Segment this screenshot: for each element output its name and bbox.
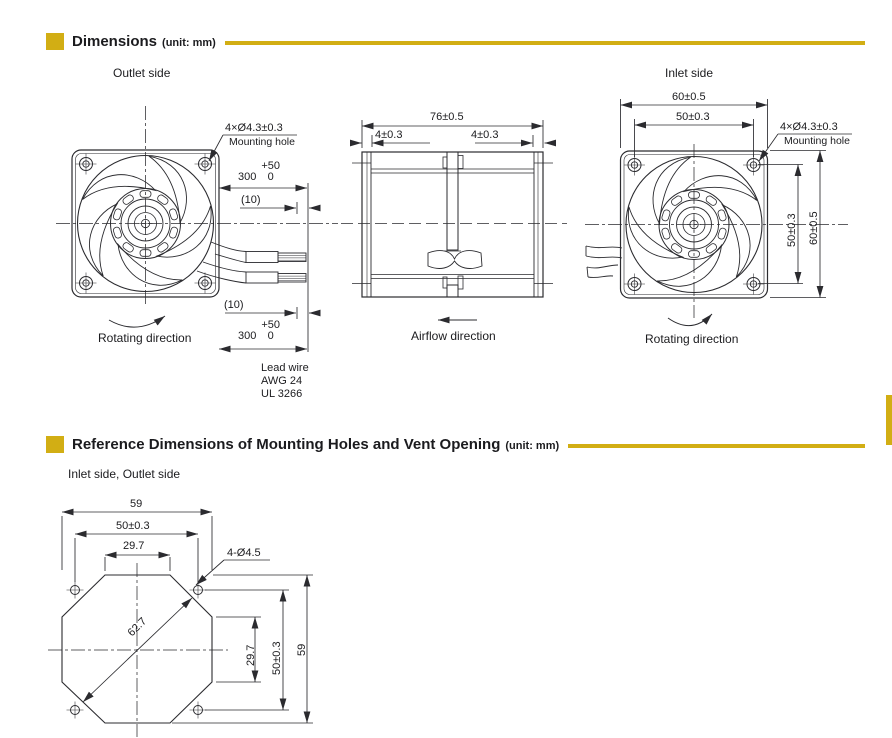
outlet-mounting-hole-callout-label: Mounting hole	[229, 136, 295, 148]
vent-diagonal-dimension: 62.7	[125, 615, 150, 639]
dim-tolerance-minus: 0	[267, 330, 274, 342]
outlet-dimension-lines	[109, 135, 318, 352]
section-rule	[225, 41, 865, 45]
lead-wires	[197, 242, 306, 283]
vent-width-overall-dimension: 59	[130, 498, 143, 510]
section-rule	[568, 444, 865, 448]
fan-outlet-view	[56, 106, 338, 305]
section-unit: (unit: mm)	[162, 37, 216, 49]
lead-wire-gauge: AWG 24	[261, 375, 303, 387]
dim-tolerance-plus: +50	[261, 319, 281, 331]
side-dimension-lines	[350, 120, 556, 320]
section-bullet-icon	[46, 33, 64, 50]
lead-wire-label: Lead wire	[261, 362, 309, 374]
section-unit: (unit: mm)	[505, 440, 560, 452]
dim-base: 300	[238, 171, 257, 183]
vent-dimension-lines	[62, 512, 313, 723]
reference-section-header	[46, 436, 865, 453]
inlet-height-outer-dimension: 60±0.5	[808, 211, 820, 245]
section-title: Dimensions	[72, 33, 158, 50]
vent-height-flat-dimension: 29.7	[245, 644, 257, 666]
wire-strip-dimension-top: (10)	[241, 194, 261, 206]
blade-profile	[428, 251, 482, 269]
dim-tolerance-minus: 0	[267, 171, 274, 183]
inlet-mounting-hole-callout-label: Mounting hole	[784, 135, 850, 147]
inlet-mounting-hole-callout-spec: 4×Ø4.3±0.3	[780, 121, 838, 133]
dim-tolerance-plus: +50	[261, 160, 281, 172]
vent-width-flat-dimension: 29.7	[123, 540, 145, 552]
flange-dimension-left: 4±0.3	[375, 129, 403, 141]
outlet-rotating-direction-label: Rotating direction	[98, 331, 192, 345]
wire-length-dimension-top	[238, 161, 280, 183]
section-title: Reference Dimensions of Mounting Holes and Vent Opening	[72, 436, 501, 453]
page-edge-tab	[886, 395, 892, 445]
hole-callout-leader	[196, 560, 224, 585]
wire-strip-dimension-bottom: (10)	[224, 299, 244, 311]
rotating-direction-arrow	[668, 314, 712, 326]
vent-hole-callout: 4-Ø4.5	[227, 547, 261, 559]
inlet-width-outer-dimension: 60±0.5	[672, 91, 706, 103]
airflow-direction-label: Airflow direction	[411, 329, 496, 343]
dimensions-section-header	[46, 33, 865, 50]
outlet-side-label: Outlet side	[113, 66, 171, 80]
section-bullet-icon	[46, 436, 64, 453]
inlet-side-label: Inlet side	[665, 66, 714, 80]
vent-height-overall-dimension: 59	[296, 643, 308, 656]
inlet-width-pitch-dimension: 50±0.3	[676, 111, 710, 123]
rotating-direction-arrow	[109, 316, 165, 327]
lead-wire-stubs	[586, 246, 622, 278]
vent-height-pitch-dimension: 50±0.3	[271, 641, 283, 675]
dim-base: 300	[238, 330, 257, 342]
depth-dimension: 76±0.5	[430, 111, 464, 123]
reference-subtitle: Inlet side, Outlet side	[68, 467, 181, 481]
wire-length-dimension-bottom	[238, 320, 280, 342]
side-view	[341, 152, 567, 297]
inlet-rotating-direction-label: Rotating direction	[645, 332, 739, 346]
outlet-mounting-hole-callout-spec: 4×Ø4.3±0.3	[225, 122, 283, 134]
flange-dimension-right: 4±0.3	[471, 129, 499, 141]
vent-width-pitch-dimension: 50±0.3	[116, 520, 150, 532]
inlet-height-pitch-dimension: 50±0.3	[786, 213, 798, 247]
lead-wire-standard: UL 3266	[261, 388, 303, 400]
